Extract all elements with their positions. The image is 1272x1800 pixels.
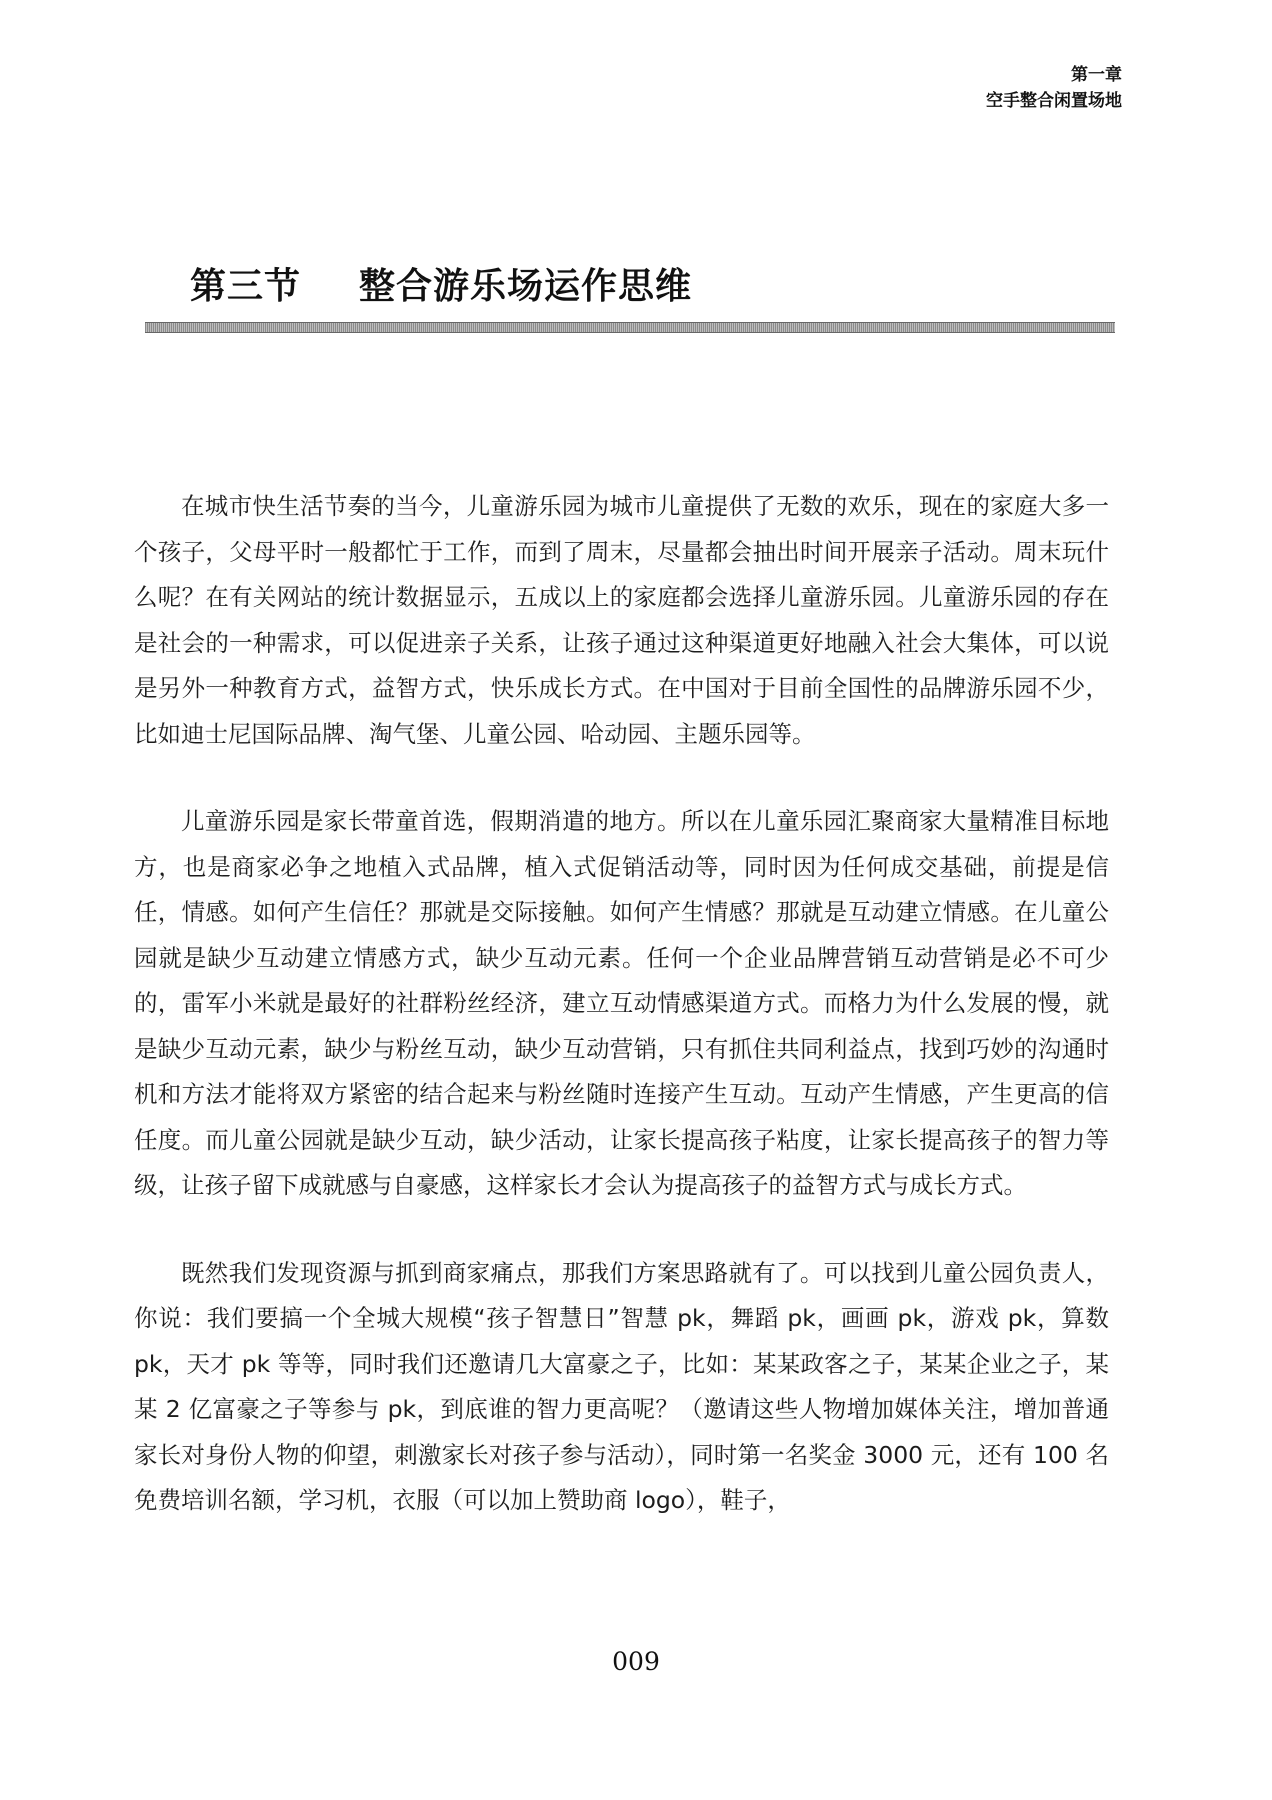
paragraph: 儿童游乐园是家长带童首选，假期消遣的地方。所以在儿童乐园汇聚商家大量精准目标地方，也是商家必争之地植入式品牌，植入式促销活动等，同时因为任何成交基础，前提是信任，情感。如何产生信任？那就是交际接触。如何产生情感？那就是互动建立情感。在儿童公园就是缺少互动建立情感方式，缺少互动元素。任何一个企业品牌营销互动营销是必不可少的，雷军小米就是最好的社群粉丝经济，建立互动情感渠道方式。而格力为什么发展的慢，就是缺少互动元素，缺少与粉丝互动，缺少互动营销，只有抓住共同利益点，找到巧妙的沟通时机和方法才能将双方紧密的结合起来与粉丝随时连接产生互动。互动产生情感，产生更高的信任度。而儿童公园就是缺少互动，缺少活动，让家长提高孩子粘度，让家长提高孩子的智力等级，让孩子留下成就感与自豪感，这样家长才会认为提高孩子的益智方式与成长方式。 <box>134 807 1109 1199</box>
running-header <box>986 62 1122 114</box>
body-text <box>134 484 1109 1524</box>
section-heading <box>190 258 692 309</box>
paragraph: 既然我们发现资源与抓到商家痛点，那我们方案思路就有了。可以找到儿童公园负责人，你说：我们要搞一个全城大规模“孩子智慧日”智慧 pk，舞蹈 pk，画画 pk，游戏 pk，算数 pk，天才 pk 等等，同时我们还邀请几大富豪之子，比如：某某政客之子，某某企业之子，某某 2 亿富豪之子等参与 pk，到底谁的智力更高呢？（邀请这些人物增加媒体关注，增加普通家长对身份人物的仰望，刺激家长对孩子参与活动），同时第一名奖金 3000 元，还有 100 名免费培训名额，学习机，衣服（可以加上赞助商 logo），鞋子， <box>134 1258 1109 1514</box>
paragraph: 在城市快生活节奏的当今，儿童游乐园为城市儿童提供了无数的欢乐，现在的家庭大多一个孩子，父母平时一般都忙于工作，而到了周末，尽量都会抽出时间开展亲子活动。周末玩什么呢？在有关网站的统计数据显示，五成以上的家庭都会选择儿童游乐园。儿童游乐园的存在是社会的一种需求，可以促进亲子关系，让孩子通过这种渠道更好地融入社会大集体，可以说是另外一种教育方式，益智方式，快乐成长方式。在中国对于目前全国性的品牌游乐园不少，比如迪士尼国际品牌、淘气堡、儿童公园、哈动园、主题乐园等。 <box>134 492 1109 748</box>
chapter-title: 空手整合闲置场地 <box>986 91 1122 111</box>
page-number: 009 <box>612 1647 660 1676</box>
section-title: 整合游乐场运作思维 <box>359 265 693 307</box>
title-divider <box>145 322 1115 333</box>
chapter-label: 第一章 <box>1071 65 1122 85</box>
section-number: 第三节 <box>190 265 302 307</box>
